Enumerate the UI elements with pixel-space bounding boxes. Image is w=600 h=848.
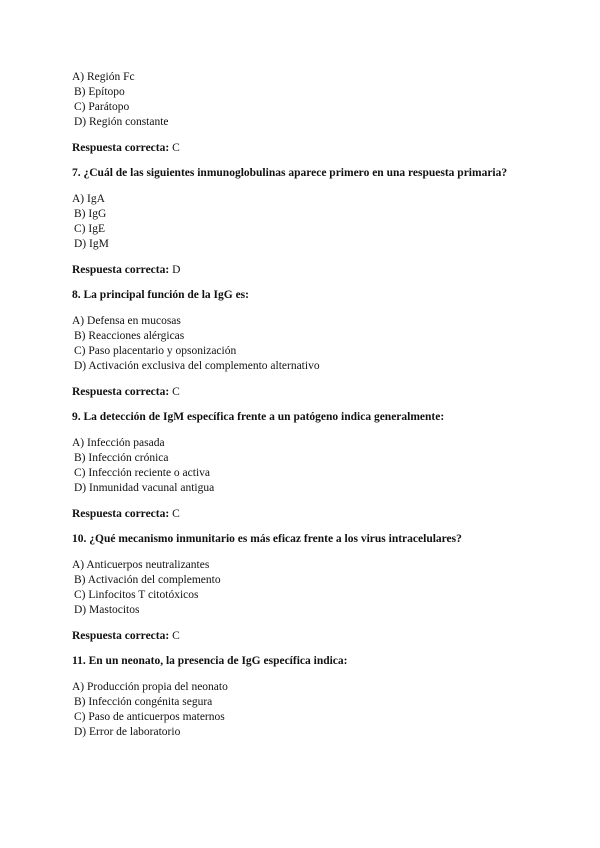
option-a: A) Región Fc <box>72 71 135 83</box>
option-c: C) IgE <box>74 223 105 235</box>
correct-answer <box>72 141 542 156</box>
option-a: A) Anticuerpos neutralizantes <box>72 559 210 571</box>
option-b: B) Reacciones alérgicas <box>74 330 185 342</box>
option-d: D) Región constante <box>74 116 169 128</box>
answer-value: D <box>172 264 181 276</box>
answer-value: C <box>172 630 180 642</box>
option-c: C) Infección reciente o activa <box>74 467 211 479</box>
option-c: C) Parátopo <box>74 101 130 113</box>
answer-value: C <box>172 508 180 520</box>
option-b: B) Infección crónica <box>74 452 169 464</box>
question-text: 7. ¿Cuál de las siguientes inmunoglobulinas aparece primero en una respuesta primaria? <box>72 167 508 179</box>
correct-answer <box>72 385 542 400</box>
option-b: B) Epítopo <box>74 86 125 98</box>
question-9-block <box>72 410 542 522</box>
answer-label: Respuesta correcta: <box>72 386 170 398</box>
option-c: C) Paso de anticuerpos maternos <box>74 711 225 723</box>
option-a: A) Infección pasada <box>72 437 165 449</box>
answer-label: Respuesta correcta: <box>72 630 170 642</box>
exam-content <box>72 70 542 740</box>
correct-answer <box>72 507 542 522</box>
option-d: D) IgM <box>74 238 109 250</box>
question-6-block <box>72 70 542 156</box>
answer-value: C <box>172 142 180 154</box>
question-10-block <box>72 532 542 644</box>
option-b: B) Activación del complemento <box>74 574 221 586</box>
answer-value: C <box>172 386 180 398</box>
question-text: 8. La principal función de la IgG es: <box>72 289 249 301</box>
correct-answer <box>72 629 542 644</box>
option-d: D) Error de laboratorio <box>74 726 181 738</box>
option-b: B) Infección congénita segura <box>74 696 213 708</box>
option-b: B) IgG <box>74 208 107 220</box>
question-text: 9. La detección de IgM específica frente a un patógeno indica generalmente: <box>72 411 445 423</box>
question-8-block <box>72 288 542 400</box>
option-d: D) Inmunidad vacunal antigua <box>74 482 215 494</box>
option-d: D) Mastocitos <box>74 604 140 616</box>
question-7-block <box>72 166 542 278</box>
option-c: C) Linfocitos T citotóxicos <box>74 589 199 601</box>
answer-label: Respuesta correcta: <box>72 508 170 520</box>
correct-answer <box>72 263 542 278</box>
question-text: 11. En un neonato, la presencia de IgG específica indica: <box>72 655 348 667</box>
answer-label: Respuesta correcta: <box>72 264 170 276</box>
answer-label: Respuesta correcta: <box>72 142 170 154</box>
question-11-block <box>72 654 542 740</box>
option-a: A) IgA <box>72 193 105 205</box>
question-text: 10. ¿Qué mecanismo inmunitario es más eficaz frente a los virus intracelulares? <box>72 533 462 545</box>
option-a: A) Defensa en mucosas <box>72 315 181 327</box>
option-c: C) Paso placentario y opsonización <box>74 345 237 357</box>
option-d: D) Activación exclusiva del complemento alternativo <box>74 360 320 372</box>
option-a: A) Producción propia del neonato <box>72 681 228 693</box>
